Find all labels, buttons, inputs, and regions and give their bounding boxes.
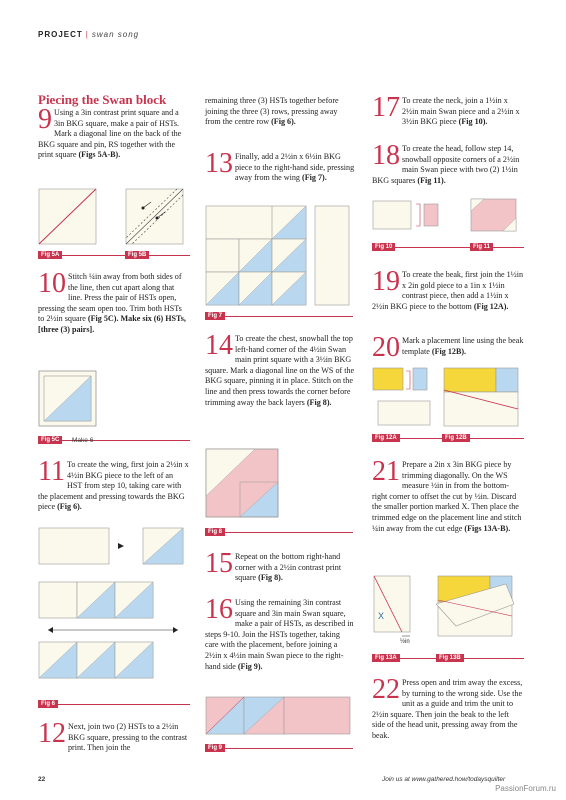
fig-12b-label: Fig 12B: [442, 434, 470, 442]
fig-5b: [125, 188, 185, 251]
fig-10-label: Fig 10: [372, 243, 395, 251]
x-mark: X: [378, 611, 385, 621]
step-20: 20 Mark a placement line using the beak template (Fig 12B).: [372, 332, 524, 363]
step-12: 12 Next, join two (2) HSTs to a 2½in BKG square, pressing to the contrast print. Then join the: [38, 718, 188, 753]
section-name: swan song: [91, 30, 140, 39]
step-14: 14 To create the chest, snowball the top left-hand corner of the 4½in Swan main print square with a 3½in BKG square. Mark a diagonal line on the WS of the BKG square, pinning it in place. Stitch on the line and then press towards the corner before trimming away the back layers (Fig 8).: [205, 330, 355, 407]
step-10: 10 Stitch ¼in away from both sides of the line, then cut apart along that line. Press the pair of HSTs open, pressing the seam open too. Trim both HSTs to 2½in square (Fig 5C). Make six (6) HSTs, [three (3) pairs].: [38, 268, 186, 334]
step-13: 13 Finally, add a 2½in x 6½in BKG piece to the right-hand side, pressing away from the wing (Fig 7).: [205, 148, 355, 183]
step-19: 19 To create the beak, first join the 1½in x 2in gold piece to a 1in x 1½in contrast piece, then add a 1½in x 2½in BKG piece to the bottom (Fig 12A).: [372, 266, 524, 311]
fig-7-label: Fig 7: [205, 312, 225, 320]
fig-13a-label: Fig 13A: [372, 654, 400, 662]
half-inch-label: ½in: [400, 639, 410, 644]
fig-5a-label: Fig 5A: [38, 251, 62, 259]
fig-12a-label: Fig 12A: [372, 434, 400, 442]
fig-6-label: Fig 6: [38, 700, 58, 708]
fig-5a: [38, 188, 98, 251]
fig-13a: [372, 574, 424, 649]
step-11: 11 To create the wing, first join a 2½in x 4½in BKG piece to the left of an HST from step 10, taking care with the placement and pressing towards the BKG piece (Fig 6).: [38, 456, 189, 512]
page-number: 22: [38, 776, 46, 783]
step-15: 15 Repeat on the bottom right-hand corner with a 2½in contrast print square (Fig 8).: [205, 548, 342, 583]
fig-5b-label: Fig 5B: [125, 251, 149, 259]
step-22: 22 Press open and trim away the excess, by turning to the wrong side. Use the unit as a guide and trim the unit to 2½in square. Then join the beak to the left side of the head unit, pressing away from the beak.: [372, 674, 523, 740]
step-18: 18 To create the head, follow step 14, snowball opposite corners of a 2½in main Swan piece with two (2) 1½in BKG squares (Fig 11).: [372, 140, 520, 185]
fig-5c-label: Fig 5C: [38, 436, 62, 444]
divider: [205, 532, 353, 533]
page-header: PROJECT | swan song: [38, 30, 140, 39]
section-title: Piecing the Swan block: [38, 92, 167, 107]
step-17: 17 To create the neck, join a 1½in x 2½in main Swan piece and a 2½in x 3½in BKG piece (Fig 10).: [372, 92, 520, 127]
step-21: 21 Prepare a 2in x 3in BKG piece by trimming diagonally. On the WS measure ½in in from the bottom-right corner to offset the cut by ½in. Discard the smaller portion marked X. Then place the trimmed edge on the placement line and stitch ¼in away from the cut edge (Figs 13A-B).: [372, 456, 522, 533]
step-16: 16 Using the remaining 3in contrast square and 3in main Swan square, make a pair of HSTs, as described in steps 9-10. Join the HSTs together, taking care with the placement, before joining a 2½in x 4½in main Swan piece to the right-hand side (Fig 9).: [205, 594, 354, 671]
fig-13b: [436, 574, 518, 649]
fig-10: [372, 198, 442, 239]
fig-12a: [372, 365, 440, 436]
fig-6: [38, 525, 188, 700]
step-9: 9 Using a 3in contrast print square and a 3in BKG square, make a pair of HSTs. Mark a diagonal line on the back of the BKG square and pin, RS together with the print square (Figs 5A-B).: [38, 104, 182, 160]
make-6-note: Make 6: [72, 437, 94, 444]
footer-url[interactable]: Join us at www.gathered.how/todaysquilter: [382, 776, 506, 783]
fig-11: [470, 198, 520, 239]
divider: [205, 316, 353, 317]
project-label: PROJECT: [38, 30, 83, 39]
divider: [205, 748, 353, 749]
fig-8-label: Fig 8: [205, 528, 225, 536]
watermark: PassionForum.ru: [495, 784, 556, 793]
fig-11-label: Fig 11: [470, 243, 493, 251]
fig-5c: [38, 370, 98, 433]
fig-8: [205, 448, 285, 525]
fig-7: [205, 205, 353, 318]
fig-13b-label: Fig 13B: [436, 654, 464, 662]
fig-9-label: Fig 9: [205, 744, 225, 752]
fig-12b: [442, 365, 524, 436]
divider: [38, 704, 190, 705]
step-12-cont: remaining three (3) HSTs together before joining the three (3) rows, pressing away from the centre row (Fig 6).: [205, 96, 339, 127]
fig-9: [205, 696, 355, 743]
